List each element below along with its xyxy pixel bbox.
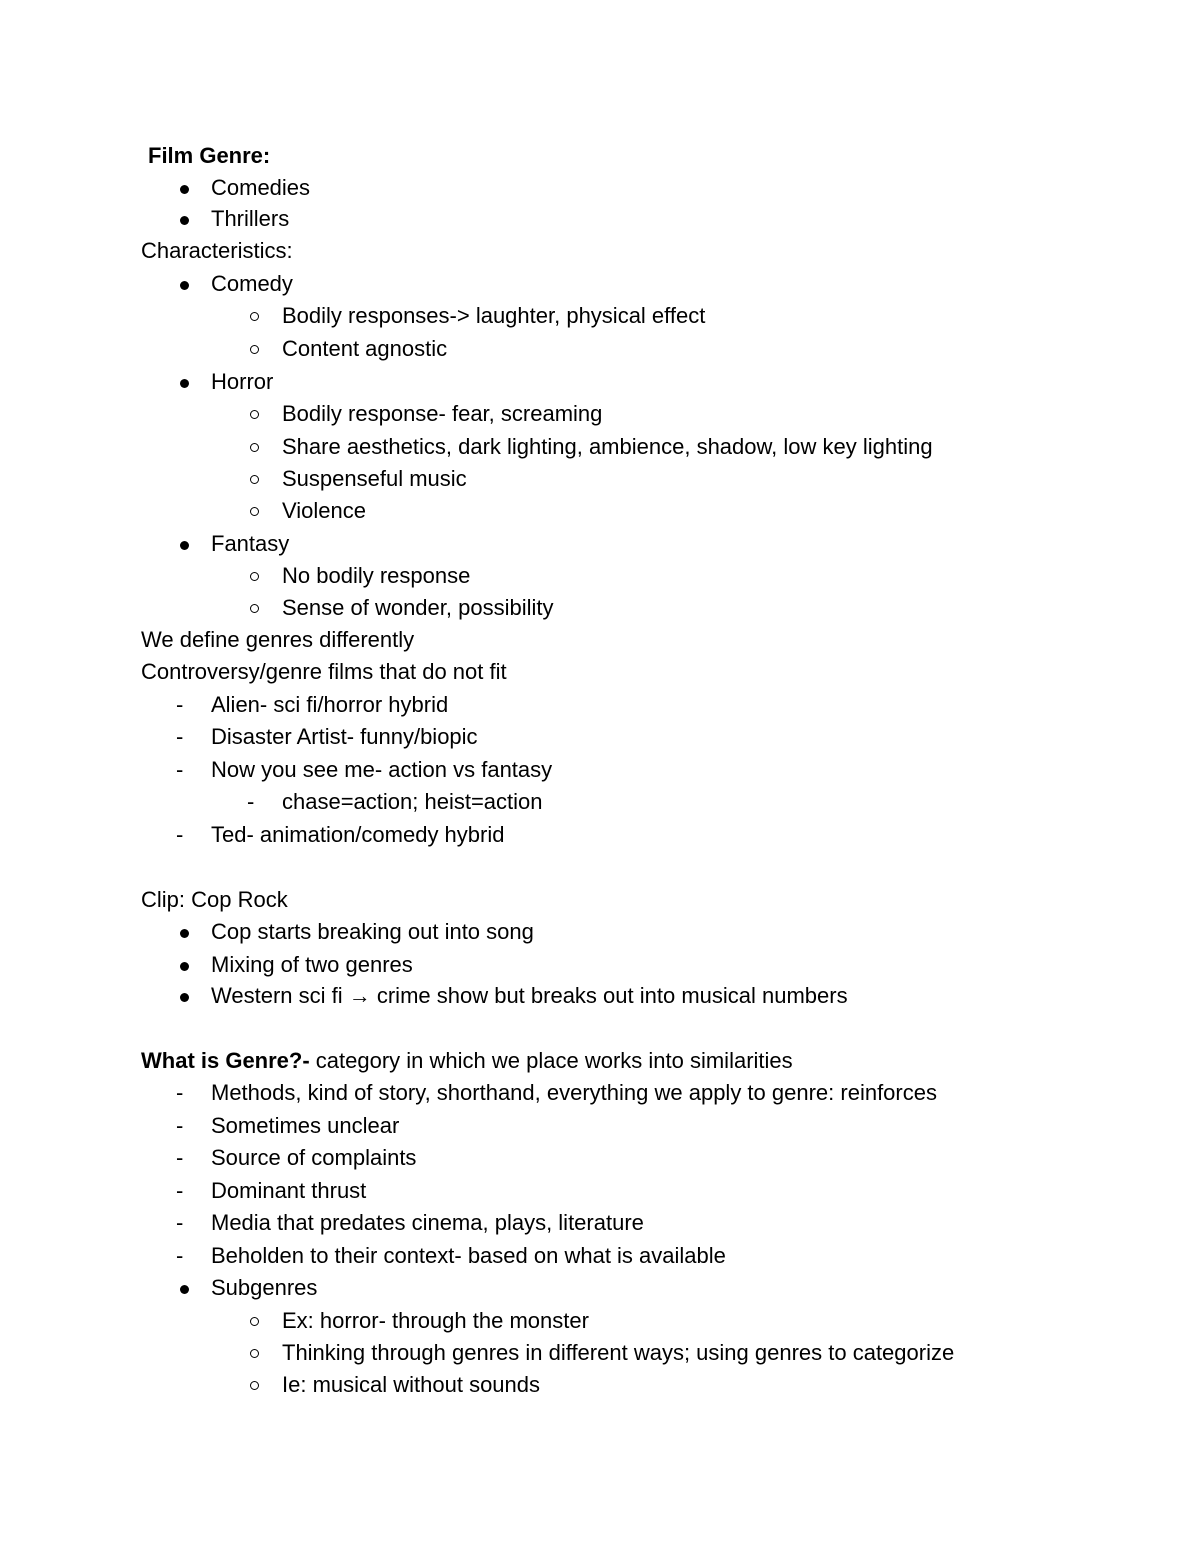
paragraph-text: Controversy/genre films that do not fit [141, 659, 507, 684]
sub-list-item-text: Suspenseful music [282, 466, 467, 491]
dash-item-text: Disaster Artist- funny/biopic [211, 724, 478, 749]
dash-item-text: Source of complaints [211, 1145, 417, 1170]
bullet-circle-icon [250, 475, 259, 484]
bullet-circle-icon [250, 312, 259, 321]
paragraph-text [141, 1046, 793, 1076]
list-item-text: Comedies [211, 175, 311, 200]
heading-text: Film Genre: [148, 143, 271, 168]
bullet-disc-icon [180, 1285, 189, 1294]
bullet-disc-icon [180, 281, 189, 290]
dash-item-text: Methods, kind of story, shorthand, everything we apply to genre: reinforces [211, 1080, 937, 1105]
dash-item-text: Alien- sci fi/horror hybrid [211, 692, 449, 717]
dash-icon: - [176, 822, 184, 847]
bullet-circle-icon [250, 604, 259, 613]
dash-item-text: Beholden to their context- based on what is available [211, 1243, 726, 1268]
dash-icon: - [176, 1243, 184, 1268]
sub-dash-item-text: chase=action; heist=action [282, 789, 543, 814]
bullet-disc-icon [180, 993, 189, 1002]
sub-list-item-text: Share aesthetics, dark lighting, ambience, shadow, low key lighting [282, 434, 933, 459]
bullet-disc-icon [180, 541, 189, 550]
dash-icon: - [176, 1113, 184, 1138]
dash-item-text: Dominant thrust [211, 1178, 367, 1203]
list-item-text: Western sci fi → crime show but breaks out into musical numbers [211, 983, 848, 1008]
bullet-circle-icon [250, 443, 259, 452]
bullet-circle-icon [250, 1381, 259, 1390]
sub-list-item-text: Ie: musical without sounds [282, 1372, 541, 1397]
list-item-text: Fantasy [211, 531, 290, 556]
dash-item-text: Sometimes unclear [211, 1113, 400, 1138]
bullet-circle-icon [250, 1317, 259, 1326]
bullet-circle-icon [250, 410, 259, 419]
dash-icon: - [176, 1145, 184, 1170]
bullet-disc-icon [180, 216, 189, 225]
sub-list-item-text: Sense of wonder, possibility [282, 595, 554, 620]
paragraph-text: We define genres differently [141, 627, 415, 652]
list-item-text: Mixing of two genres [211, 952, 413, 977]
bullet-circle-icon [250, 572, 259, 581]
list-item-text: Horror [211, 369, 274, 394]
list-item-text: Comedy [211, 271, 293, 296]
bullet-disc-icon [180, 929, 189, 938]
dash-icon: - [176, 724, 184, 749]
list-item-text: Subgenres [211, 1275, 318, 1300]
dash-item-text: Media that predates cinema, plays, literature [211, 1210, 644, 1235]
bullet-disc-icon [180, 962, 189, 971]
dash-item-text: Now you see me- action vs fantasy [211, 757, 553, 782]
bold-term: What is Genre?- [141, 1048, 310, 1073]
sub-list-item-text: Violence [282, 498, 366, 523]
dash-icon: - [176, 1210, 184, 1235]
sub-list-item-text: Bodily response- fear, screaming [282, 401, 603, 426]
bullet-circle-icon [250, 507, 259, 516]
definition-text: category in which we place works into similarities [309, 1048, 793, 1073]
dash-icon: - [176, 692, 184, 717]
sub-list-item-text: Ex: horror- through the monster [282, 1308, 589, 1333]
dash-icon: - [176, 1080, 184, 1105]
paragraph-text: Clip: Cop Rock [141, 887, 288, 912]
bullet-disc-icon [180, 185, 189, 194]
bullet-circle-icon [250, 1349, 259, 1358]
section-label-text: Characteristics: [141, 238, 293, 263]
dash-icon: - [247, 789, 255, 814]
dash-icon: - [176, 757, 184, 782]
sub-list-item-text: Content agnostic [282, 336, 448, 361]
sub-list-item-text: Thinking through genres in different ways; using genres to categorize [282, 1340, 955, 1365]
dash-icon: - [176, 1178, 184, 1203]
list-item-text: Cop starts breaking out into song [211, 919, 534, 944]
sub-list-item-text: Bodily responses-> laughter, physical effect [282, 303, 706, 328]
bullet-disc-icon [180, 379, 189, 388]
bullet-circle-icon [250, 345, 259, 354]
dash-item-text: Ted- animation/comedy hybrid [211, 822, 505, 847]
sub-list-item-text: No bodily response [282, 563, 471, 588]
list-item-text: Thrillers [211, 206, 290, 231]
